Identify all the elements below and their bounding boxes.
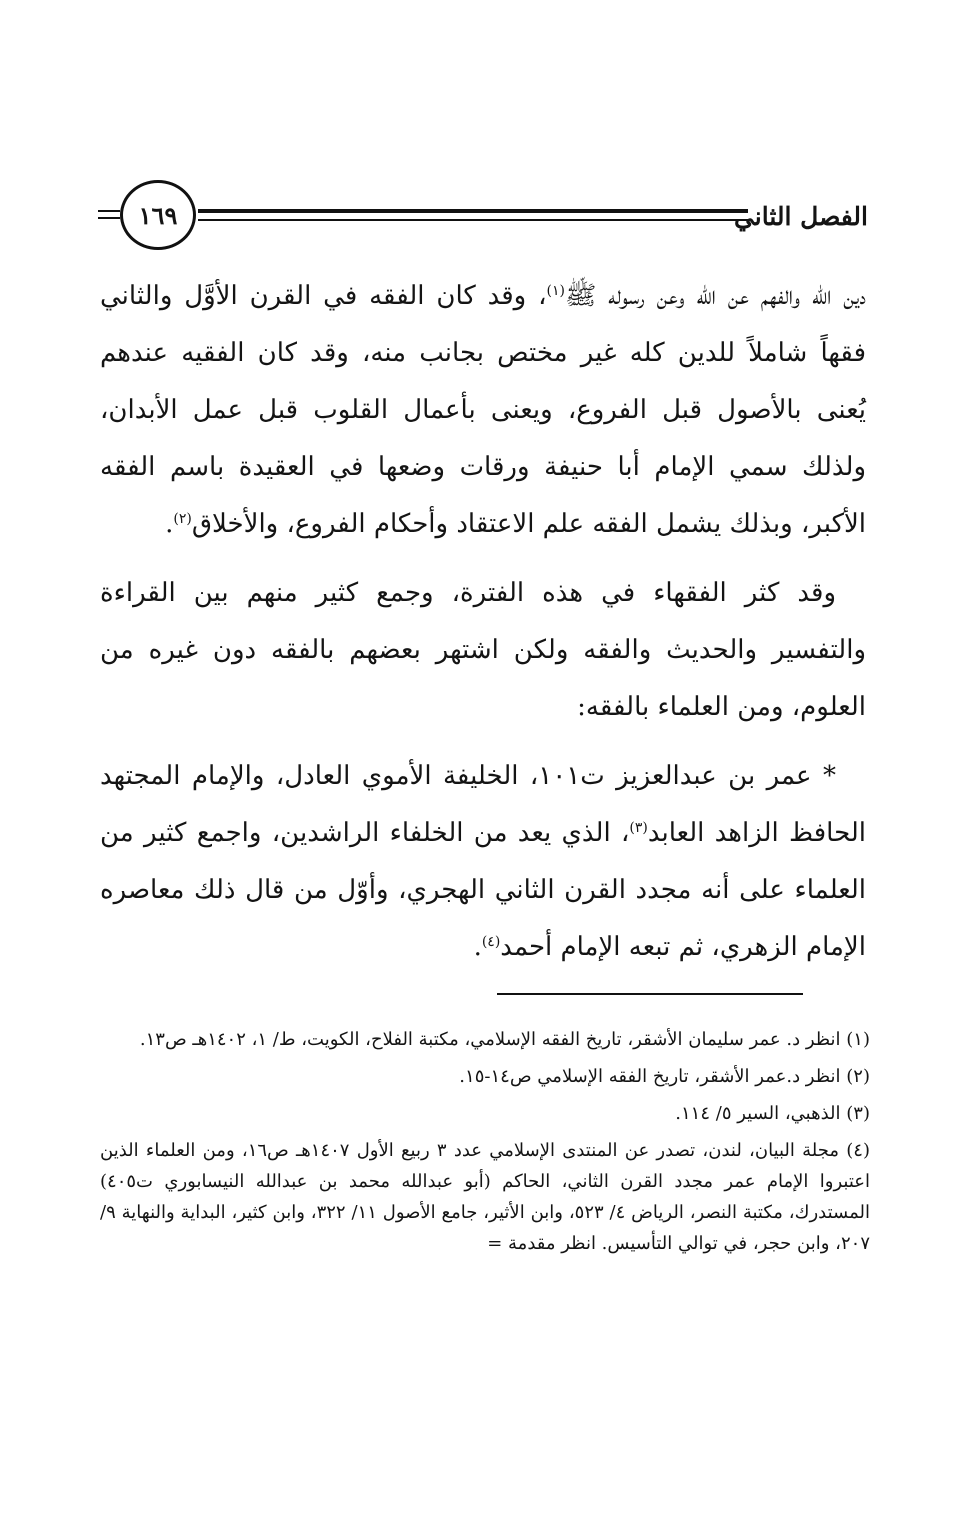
- footnote-ref-1[interactable]: (١): [546, 283, 565, 299]
- footnote-2: (٢) انظر د.عمر الأشقر، تاريخ الفقه الإسلامي ص١٤-١٥.: [459, 1066, 870, 1087]
- chapter-title: الفصل الثاني: [733, 202, 868, 231]
- footnote-ref-2[interactable]: (٢): [173, 511, 192, 527]
- main-text: [100, 268, 866, 976]
- footnote-4: (٤) مجلة البيان، لندن، تصدر عن المنتدى الإسلامي عدد ٣ ربيع الأول ١٤٠٧هـ ص١٦، ومن العلماء الذين اعتبروا الإمام عمر مجدد القرن الثاني، الحاكم (أبو عبدالله محمد بن عبدالله النيسابوري ت٤٠٥) المستدرك، مكتبة النصر، الرياض ٤/ ٥٢٣، وابن الأثير، جامع الأصول ١١/ ٣٢٢، وابن كثير، البداية والنهاية ٩/ ٢٠٧، وابن حجر، في توالي التأسيس. انظر مقدمة =: [100, 1140, 870, 1254]
- paragraph-3: * عمر بن عبدالعزيز ت١٠١، الخليفة الأموي العادل، والإمام المجتهد الحافظ الزاهد العابد$^{(٣)}$، الذي يعد من الخلفاء الراشدين، واجمع كثير من العلماء على أنه مجدد القرن الثاني الهجري، وأوّل من قال ذلك معاصره الإمام الزهري، ثم تبعه الإمام أحمد$^{(٤)}$.: [100, 761, 866, 962]
- footnote-1: (١) انظر د. عمر سليمان الأشقر، تاريخ الفقه الإسلامي، مكتبة الفلاح، الكويت، ط/ ١، ١٤٠٢هـ ص١٣.: [139, 1029, 870, 1050]
- footnote-ref-4[interactable]: (٤): [481, 934, 501, 950]
- continuation-mark: =: [487, 1233, 503, 1254]
- header-rule-short-top: [98, 210, 120, 212]
- footnotes: [100, 1024, 870, 1265]
- paragraph-1: دين الله والفهم عن الله وعن رسوله ﷺ$^{(١)}$، وقد كان الفقه في القرن الأوَّل والثاني فقهاً شاملاً للدين كله غير مختص بجانب منه، وقد كان الفقيه عندهم يُعنى بالأصول قبل الفروع، ويعنى بأعمال القلوب قبل عمل الأبدان، ولذلك سمي الإمام أبا حنيفة ورقات وضعها في العقيدة باسم الفقه الأكبر، وبذلك يشمل الفقه علم الاعتقاد وأحكام الفروع، والأخلاق$^{(٢)}$.: [100, 281, 866, 539]
- footnote-separator: [497, 993, 803, 995]
- footnote-ref-3[interactable]: (٣): [629, 820, 648, 836]
- header-rule: [198, 209, 748, 221]
- paragraph-2: وقد كثر الفقهاء في هذه الفترة، وجمع كثير منهم بين القراءة والتفسير والحديث والفقه ولكن اشتهر بعضهم بالفقه دون غيره من العلوم، ومن العلماء بالفقه:: [100, 578, 866, 722]
- page-number: ١٦٩: [120, 180, 196, 250]
- page-header: [98, 180, 868, 260]
- footnote-3: (٣) الذهبي، السير ٥/ ١١٤.: [675, 1103, 870, 1124]
- header-rule-short-bottom: [98, 217, 120, 219]
